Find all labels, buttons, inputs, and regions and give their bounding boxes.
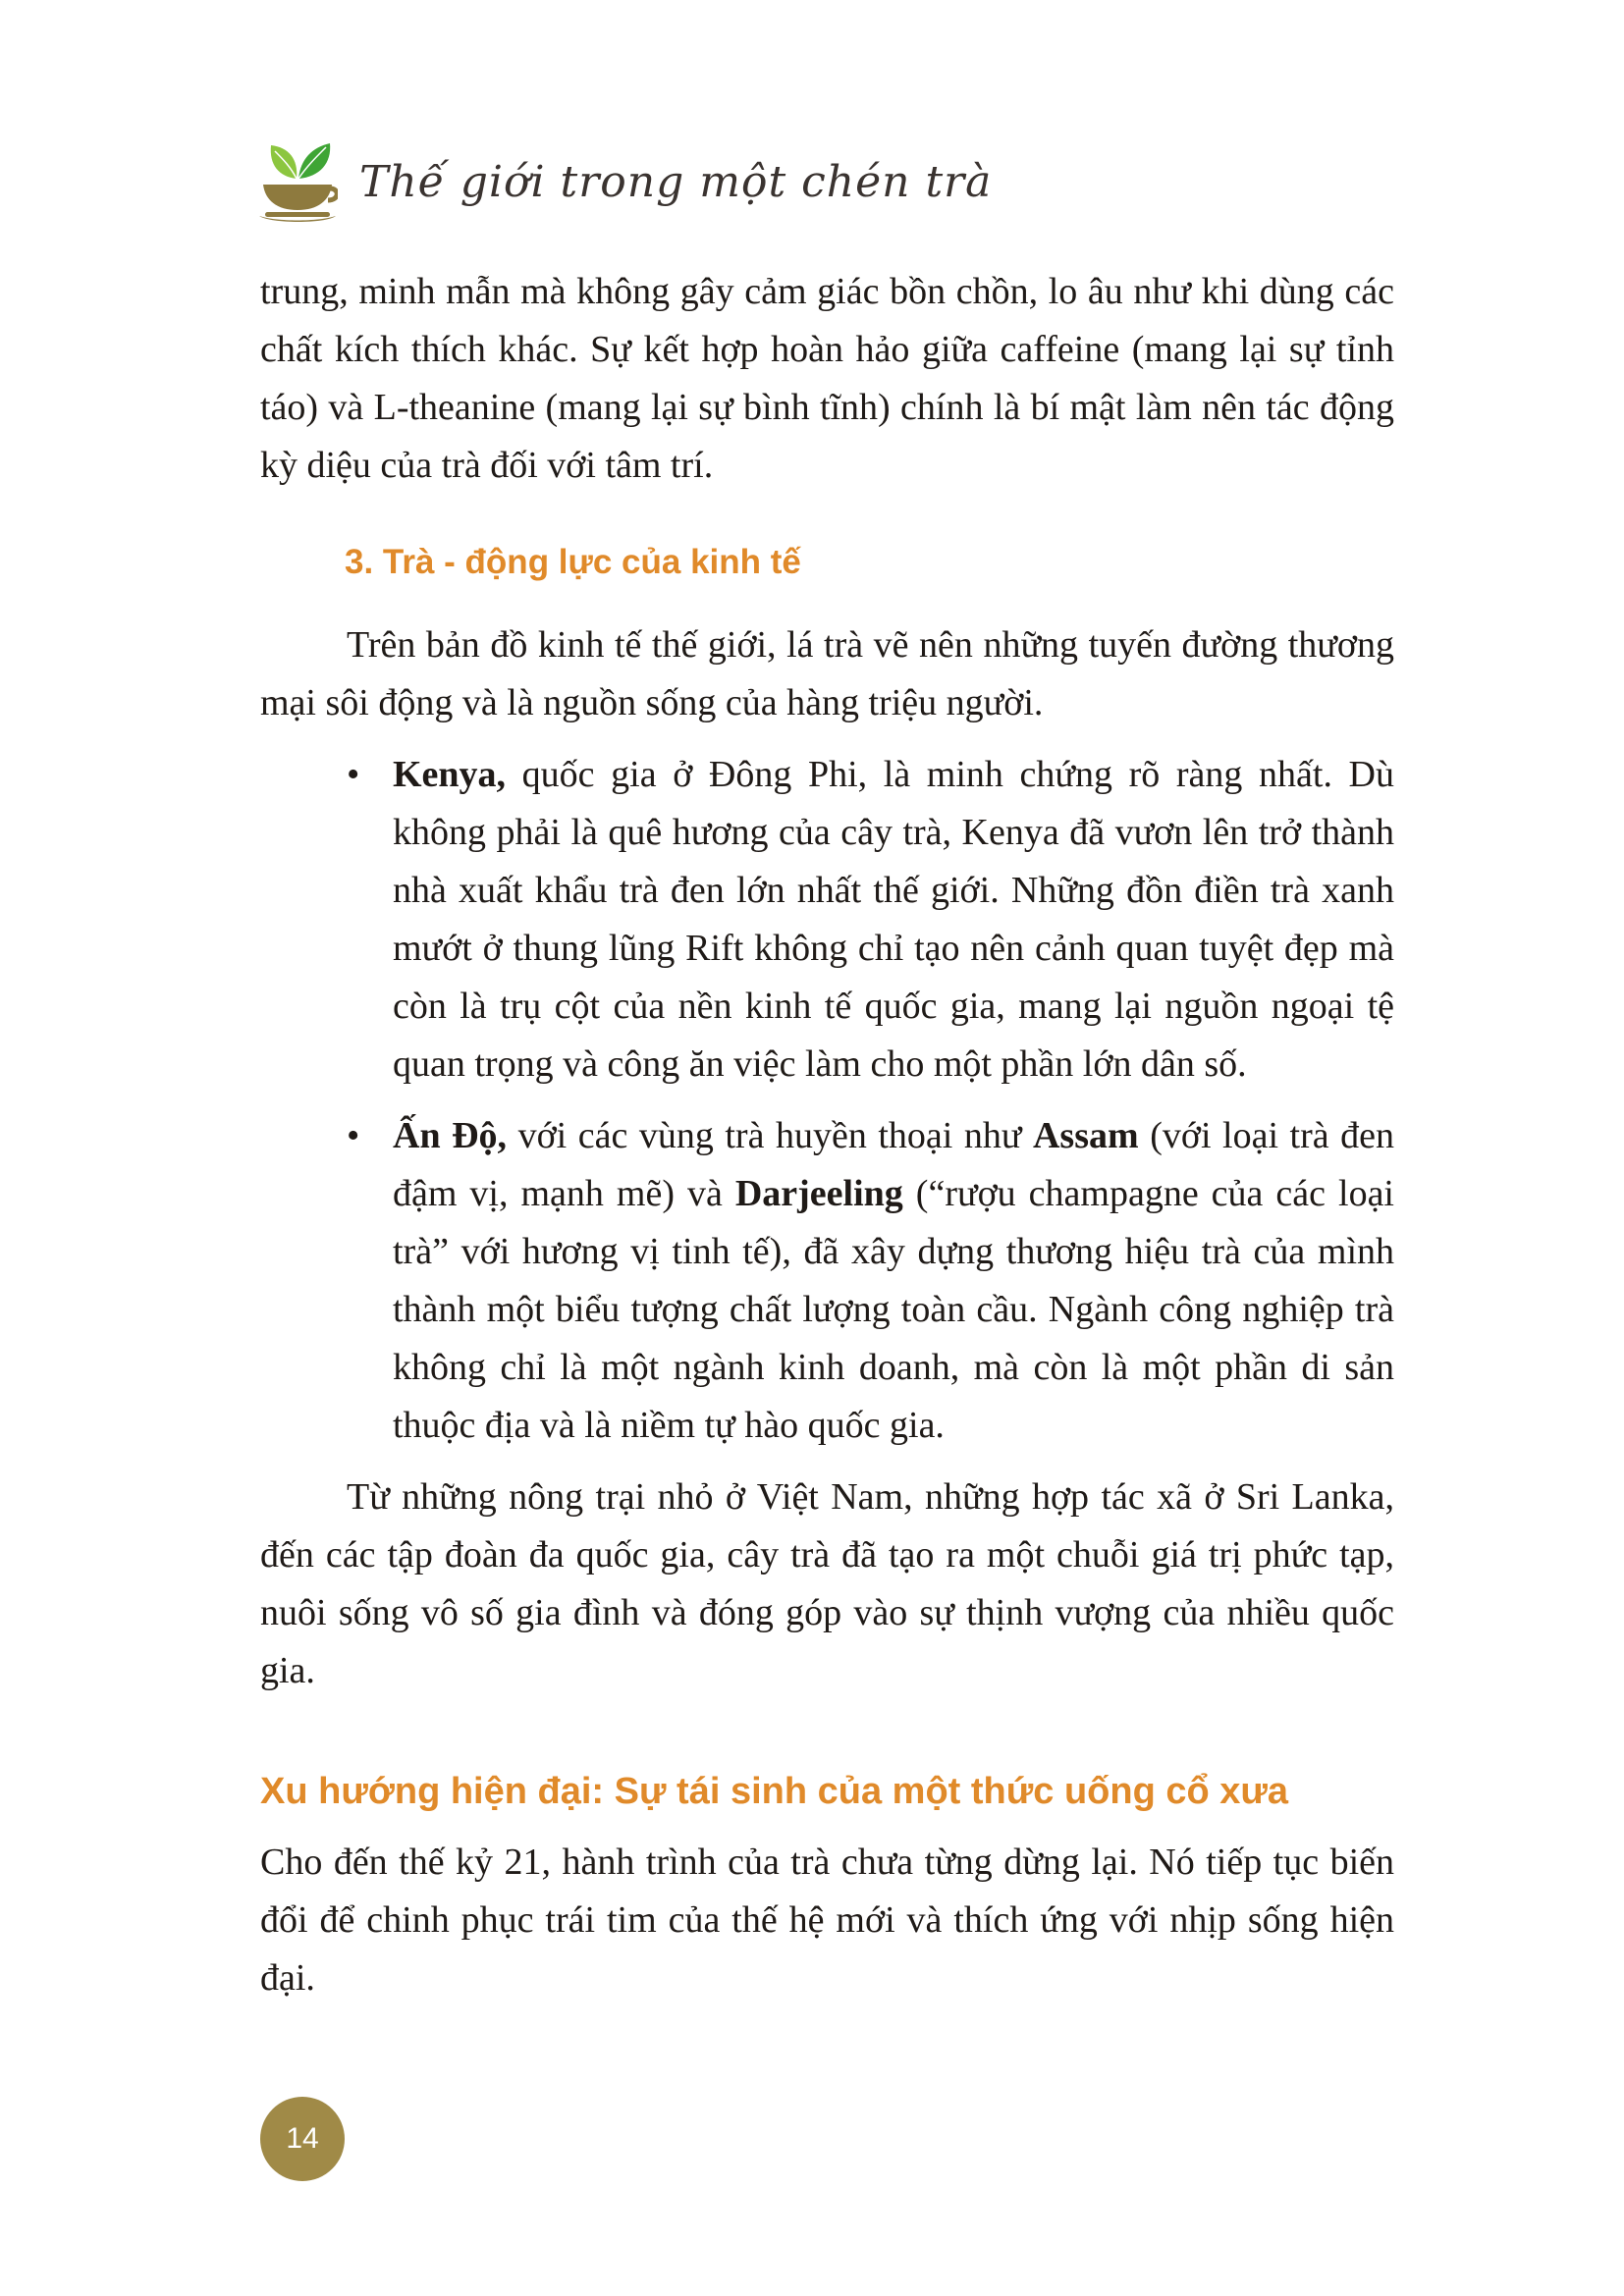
bullet-marker: • [347,754,360,795]
list-item-text: quốc gia ở Đông Phi, là minh chứng rõ ràng nhất. Dù không phải là quê hương của cây trà, Kenya đã vươn lên trở thành nhà xuất khẩu trà đen lớn nhất thế giới. Những đồn điền trà xanh mướt ở thung lũng Rift không chỉ tạo nên cảnh quan tuyệt đẹp mà còn là trụ cột của nền kinh tế quốc gia, mang lại nguồn ngoại tệ quan trọng và công ăn việc làm cho một phần lớn dân số. [393,754,1394,1085]
paragraph-continued: trung, minh mẫn mà không gây cảm giác bồn chồn, lo âu như khi dùng các chất kích thích khác. Sự kết hợp hoàn hảo giữa caffeine (mang lại sự tỉnh táo) và L-theanine (mang lại sự bình tĩnh) chính là bí mật làm nên tác động kỳ diệu của trà đối với tâm trí. [260,271,1394,486]
paragraph-modern-intro: Cho đến thế kỷ 21, hành trình của trà chưa từng dừng lại. Nó tiếp tục biến đổi để chinh phục trái tim của thế hệ mới và thích ứng với nhịp sống hiện đại. [260,1842,1394,1999]
paragraph-economy-intro: Trên bản đồ kinh tế thế giới, lá trà vẽ nên những tuyến đường thương mại sôi động và là nguồn sống của hàng triệu người. [260,624,1394,723]
paragraph-value-chain: Từ những nông trại nhỏ ở Việt Nam, những hợp tác xã ở Sri Lanka, đến các tập đoàn đa quốc gia, cây trà đã tạo ra một chuỗi giá trị phức tạp, nuôi sống vô số gia đình và đóng góp vào sự thịnh vượng của nhiều quốc gia. [260,1476,1394,1691]
bullet-list [260,746,1394,1455]
page-number-badge [260,2097,345,2181]
bold-term-assam: Assam [1032,1115,1139,1156]
section-heading-modern-trends: Xu hướng hiện đại: Sự tái sinh của một thức uống cổ xưa [260,1771,1289,1812]
running-header-title: Thế giới trong một chén trà [359,156,993,207]
page-number: 14 [286,2122,319,2155]
bullet-marker: • [347,1115,360,1156]
bold-term-kenya: Kenya, [393,754,507,795]
page-body [260,263,1394,2007]
list-item-text: (với loại trà đen đậm vị, mạnh mẽ) và [393,1115,1394,1214]
list-item-text: (“rượu champagne của các loại trà” với hương vị tinh tế), đã xây dựng thương hiệu trà của mình thành một biểu tượng chất lượng toàn cầu. Ngành công nghiệp trà không chỉ là một ngành kinh doanh, mà còn là một phần di sản thuộc địa và là niềm tự hào quốc gia. [393,1173,1394,1446]
list-item-india [260,1107,1394,1455]
bold-term-darjeeling: Darjeeling [734,1173,903,1214]
bold-term-india: Ấn Độ, [393,1115,508,1156]
tea-cup-leaf-icon [257,137,338,226]
list-item-kenya [260,746,1394,1094]
section-heading-economy: 3. Trà - động lực của kinh tế [345,543,801,581]
running-header [257,137,992,226]
list-item-text: với các vùng trà huyền thoại như [507,1115,1033,1156]
